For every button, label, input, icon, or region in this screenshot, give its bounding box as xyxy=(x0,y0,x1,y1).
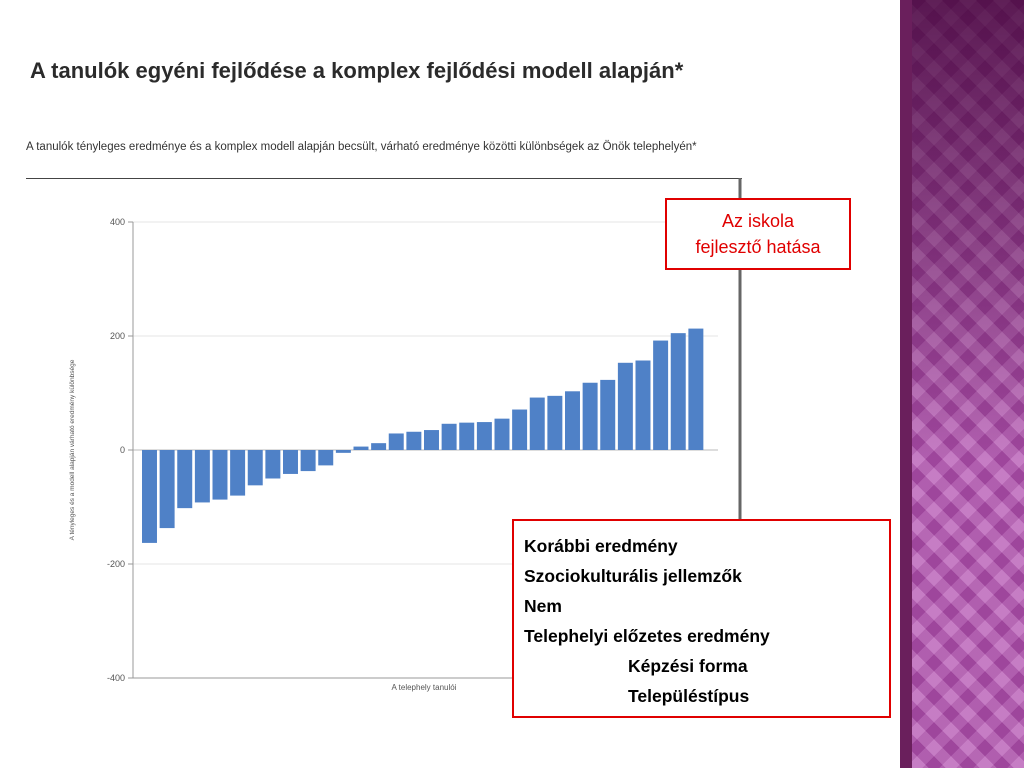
y-tick-label: 0 xyxy=(119,445,125,455)
bar xyxy=(495,419,510,450)
bar xyxy=(371,443,386,450)
factor-item: Telephelyi előzetes eredmény xyxy=(524,626,770,646)
bar xyxy=(230,450,245,496)
bar xyxy=(177,450,192,508)
x-axis-label: A telephely tanulói xyxy=(391,683,457,692)
bar xyxy=(477,422,492,450)
y-tick-label: 200 xyxy=(109,331,125,341)
bar xyxy=(442,424,457,450)
factor-item: Településtípus xyxy=(628,686,750,706)
impact-callout-line-1: Az iskola xyxy=(721,211,795,231)
y-axis-label: A tényleges és a modell alapján várható eredmény különbsége xyxy=(69,359,76,541)
bar-layer xyxy=(142,329,703,543)
bar xyxy=(618,363,633,450)
bar xyxy=(195,450,210,502)
bar xyxy=(688,329,703,450)
bar xyxy=(283,450,298,474)
bar xyxy=(547,396,562,450)
y-tick-label: 400 xyxy=(109,217,125,227)
bar xyxy=(301,450,316,471)
factor-item: Képzési forma xyxy=(628,656,748,676)
factor-item: Nem xyxy=(524,596,562,616)
slide-title: A tanulók egyéni fejlődése a komplex fejlődési modell alapján* xyxy=(30,58,684,83)
bar xyxy=(265,450,280,479)
bar xyxy=(530,398,545,450)
school-impact-callout xyxy=(665,198,851,270)
bar xyxy=(318,450,333,465)
bar xyxy=(600,380,615,450)
bar xyxy=(565,391,580,450)
y-tick-label: -200 xyxy=(106,559,125,569)
model-factors-callout xyxy=(512,519,891,718)
bar xyxy=(213,450,228,500)
bar xyxy=(671,333,686,450)
side-decoration-accent xyxy=(900,0,912,768)
bar xyxy=(354,447,369,450)
bar xyxy=(336,450,351,453)
bar xyxy=(424,430,439,450)
chart-subtitle: A tanulók tényleges eredménye és a komplex modell alapján becsült, várható eredménye közötti különbségek az Önök telephelyén* xyxy=(26,141,697,153)
bar xyxy=(389,433,404,450)
bar xyxy=(406,432,421,450)
bar xyxy=(653,341,668,450)
bar xyxy=(248,450,263,485)
bar xyxy=(636,361,651,450)
bar xyxy=(583,383,598,450)
bar xyxy=(160,450,175,528)
bar xyxy=(512,410,527,450)
factor-item: Szociokulturális jellemzők xyxy=(524,566,742,586)
impact-callout-line-2: fejlesztő hatása xyxy=(695,237,821,257)
bar xyxy=(459,423,474,450)
side-decoration-panel xyxy=(912,0,1024,768)
y-tick-label: -400 xyxy=(106,673,125,683)
bar xyxy=(142,450,157,543)
factor-item: Korábbi eredmény xyxy=(524,536,678,556)
